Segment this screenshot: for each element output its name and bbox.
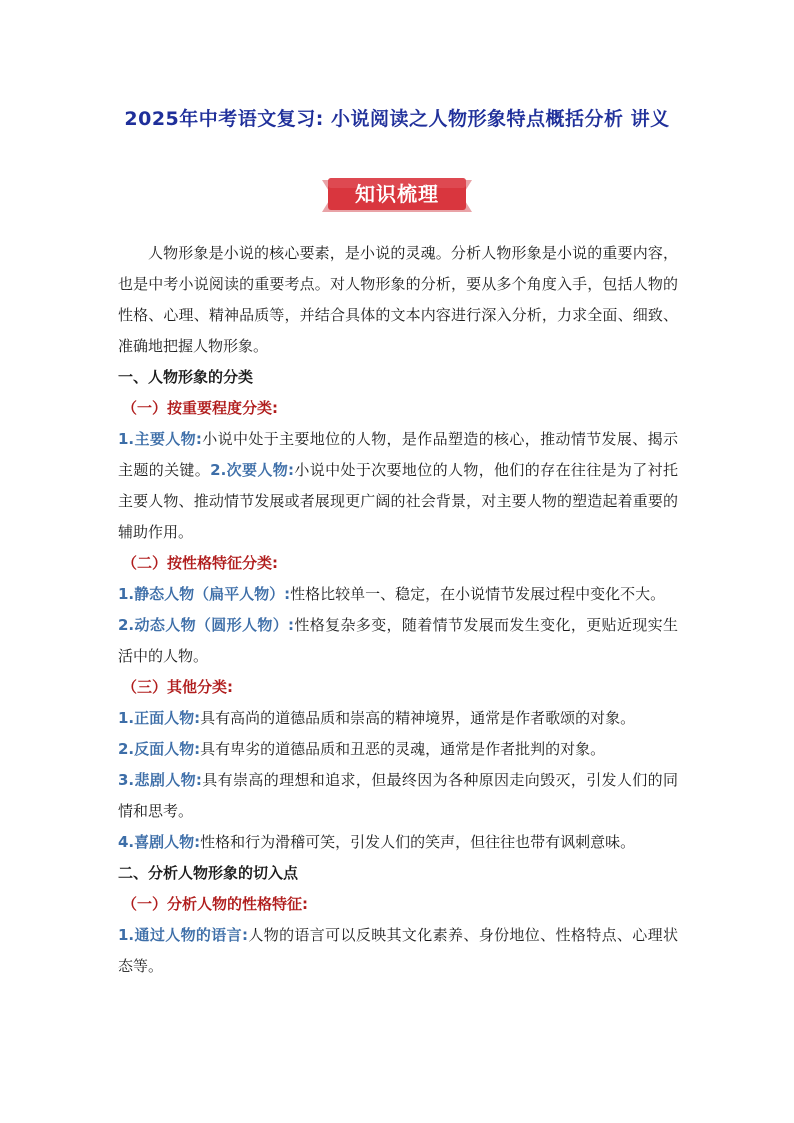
- list-item: [118, 765, 678, 827]
- text-static-characters: 性格比较单一、稳定，在小说情节发展过程中变化不大。: [290, 585, 666, 603]
- paragraph-main-characters: [118, 424, 678, 548]
- text-negative-characters: 具有卑劣的道德品质和丑恶的灵魂，通常是作者批判的对象。: [200, 740, 606, 758]
- list-item: [118, 703, 678, 734]
- subheading-personality-traits: （一）分析人物的性格特征:: [122, 895, 308, 913]
- text-character-language: 人物的语言可以反映其文化素养、身份地位、性格特点、心理状态等。: [118, 926, 678, 975]
- term-static-characters: 1.静态人物（扁平人物）:: [118, 585, 291, 603]
- section-heading-entry-points: 二、分析人物形象的切入点: [118, 864, 299, 882]
- text-positive-characters: 具有高尚的道德品质和崇高的精神境界，通常是作者歌颂的对象。: [200, 709, 636, 727]
- list-item: [118, 579, 678, 610]
- section-banner: [322, 176, 472, 216]
- banner-label: 知识梳理: [355, 182, 439, 206]
- document-body: [118, 238, 678, 982]
- text-tragic-characters: 具有崇高的理想和追求，但最终因为各种原因走向毁灭，引发人们的同情和思考。: [118, 771, 678, 820]
- subheading-personality: （二）按性格特征分类:: [122, 554, 278, 572]
- text-main-characters: 小说中处于主要地位的人物，是作品塑造的核心，推动情节发展、揭示主题的关键。: [118, 430, 678, 479]
- term-character-language: 1.通过人物的语言:: [118, 926, 248, 944]
- list-item: [118, 827, 678, 858]
- term-positive-characters: 1.正面人物:: [118, 709, 201, 727]
- term-dynamic-characters: 2.动态人物（圆形人物）:: [118, 616, 295, 634]
- subheading-importance: （一）按重要程度分类:: [122, 399, 278, 417]
- list-item: [118, 610, 678, 672]
- section-heading-classification: 一、人物形象的分类: [118, 368, 254, 386]
- text-comic-characters: 性格和行为滑稽可笑，引发人们的笑声，但往往也带有讽刺意味。: [200, 833, 636, 851]
- term-main-characters: 1.主要人物:: [118, 430, 202, 448]
- document-title: 2025年中考语文复习: 小说阅读之人物形象特点概括分析 讲义: [124, 108, 670, 130]
- list-item: [118, 920, 678, 982]
- text-secondary-characters: 小说中处于次要地位的人物，他们的存在往往是为了衬托主要人物、推动情节发展或者展现更广阔的社会背景，对主要人物的塑造起着重要的辅助作用。: [118, 461, 678, 541]
- list-item: [118, 734, 678, 765]
- term-secondary-characters: 2.次要人物:: [210, 461, 295, 479]
- term-negative-characters: 2.反面人物:: [118, 740, 201, 758]
- intro-paragraph: 人物形象是小说的核心要素，是小说的灵魂。分析人物形象是小说的重要内容，也是中考小说阅读的重要考点。对人物形象的分析，要从多个角度入手，包括人物的性格、心理、精神品质等，并结合具体的文本内容进行深入分析，力求全面、细致、准确地把握人物形象。: [118, 244, 678, 355]
- text-dynamic-characters: 性格复杂多变，随着情节发展而发生变化，更贴近现实生活中的人物。: [118, 616, 678, 665]
- subheading-other: （三）其他分类:: [122, 678, 233, 696]
- term-tragic-characters: 3.悲剧人物:: [118, 771, 202, 789]
- term-comic-characters: 4.喜剧人物:: [118, 833, 201, 851]
